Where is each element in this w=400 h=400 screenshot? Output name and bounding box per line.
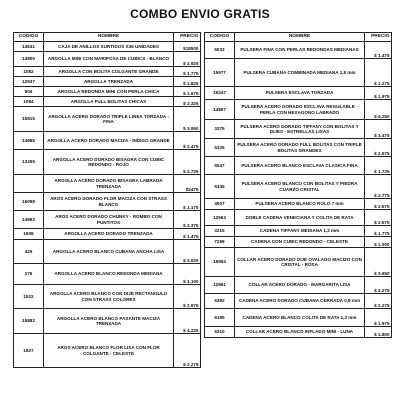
- product-price: $ 2.925: [174, 52, 201, 67]
- product-code: 15954: [205, 248, 235, 277]
- product-price: $ 4.225: [174, 309, 201, 334]
- table-row: [14, 67, 201, 77]
- product-price: $ 2.575: [365, 210, 392, 226]
- product-table-right: [204, 32, 392, 338]
- product-code: 1927: [14, 334, 44, 368]
- product-code: 14993: [14, 211, 44, 229]
- product-name: PULSERA ESCLAVA TORZADA: [235, 87, 365, 100]
- product-name: AROS ACERO DORADO FLOR MACIZA CON STRASS BLANCO: [44, 193, 174, 211]
- product-code: 16247: [205, 87, 235, 100]
- table-row: [14, 97, 201, 107]
- product-price: $ 2.975: [174, 285, 201, 309]
- product-price: $ 3.950: [174, 107, 201, 132]
- product-code: 4507: [205, 199, 235, 210]
- table-row: [14, 264, 201, 285]
- table-row: [14, 211, 201, 229]
- table-row: [14, 229, 201, 240]
- product-code: 1608: [14, 229, 44, 240]
- product-name: ARGOLLA REDONDA MINI CON PERLA CHICA: [44, 87, 174, 97]
- product-code: 7299: [205, 237, 235, 248]
- product-price: $ 1.100: [174, 264, 201, 285]
- product-code: 3375: [205, 120, 235, 139]
- column-header-code: CODIGO: [205, 33, 235, 42]
- table-row: [205, 294, 392, 309]
- table-row: [14, 334, 201, 368]
- table-row: [205, 248, 392, 277]
- table-row: [14, 285, 201, 309]
- table-row: [205, 210, 392, 226]
- product-code: 5547: [205, 157, 235, 175]
- page-title: COMBO ENVIO GRATIS: [130, 7, 270, 21]
- product-price: $ 4.250: [365, 100, 392, 120]
- product-price: $ 2.275: [365, 277, 392, 294]
- product-name: CADENA ACERO DORADO CUBANA CERRADA 0,8 mm: [235, 294, 365, 309]
- product-code: 3215: [205, 226, 235, 237]
- table-row: [205, 175, 392, 199]
- table-row: [14, 107, 201, 132]
- product-code: 15882: [14, 309, 44, 334]
- table-row: [205, 277, 392, 294]
- product-code: 15977: [205, 59, 235, 87]
- product-price: $ 1.175: [174, 193, 201, 211]
- table-row: [205, 59, 392, 87]
- product-name: ARGOLLA ACERO DORADO BISAGRA CON CUBIC REDONDO - ROJO: [44, 150, 174, 175]
- product-code: 13255: [14, 150, 44, 175]
- product-code: 14631: [14, 42, 44, 52]
- product-name: CADENA TIFFANY MEDIANA 1,2 mm: [235, 226, 365, 237]
- product-price: $ 2.275: [174, 334, 201, 368]
- product-name: ARGOLLA TRENZADA: [44, 77, 174, 87]
- table-row: [14, 132, 201, 150]
- table-row: [14, 77, 201, 87]
- product-code: 904: [14, 87, 44, 97]
- table-row: [205, 327, 392, 338]
- table-row: [205, 309, 392, 327]
- product-price: $ 1.975: [365, 309, 392, 327]
- column-header-price: PRECIO: [365, 33, 392, 42]
- product-name: ARGOLLA ACERO DORADO TRIPLE LINEA TORZADA - FINA: [44, 107, 174, 132]
- product-code: 6310: [205, 327, 235, 338]
- table-row: [14, 150, 201, 175]
- table-row: [14, 87, 201, 97]
- product-name: CAJA DE ANILLOS SURTIDOS X36 UNIDADES: [44, 42, 174, 52]
- product-code: 16098: [14, 193, 44, 211]
- product-code: 1084: [14, 97, 44, 107]
- product-name: CADENA ACERO BLANCO COLITA DE RATA 1,2 mm: [235, 309, 365, 327]
- product-code: 276: [14, 264, 44, 285]
- product-price: $ 2.725: [174, 150, 201, 175]
- product-price: $ 1.725: [365, 157, 392, 175]
- product-name: PULSERA ACERO DORADO ESCLAVA REGULABLE - PERLA CON HEXAGONO LABRADO: [235, 100, 365, 120]
- product-code: 5325: [205, 139, 235, 157]
- table-row: [205, 120, 392, 139]
- product-code: 6392: [205, 294, 235, 309]
- product-name: ARGOLLA ACERO BLANCO PASANTE MACIZA TRENZADA: [44, 309, 174, 334]
- product-table-left: [13, 32, 201, 368]
- product-name: PULSERA ACERO BLANCO ROLO 7 mm: [235, 199, 365, 210]
- product-code: [14, 175, 44, 193]
- product-price: $ 1.475: [365, 42, 392, 59]
- product-code: 1522: [14, 285, 44, 309]
- table-row: [205, 226, 392, 237]
- product-name: PULSERA FINA CON PERLAS REDONDAS MEDIANAS: [235, 42, 365, 59]
- product-price: $ 1.975: [365, 87, 392, 100]
- product-name: ARGOLLA ACERO BLANCO CON DIJE RECTANGULO CON STRASS COLORES: [44, 285, 174, 309]
- product-code: 12937: [14, 77, 44, 87]
- product-price: $18500: [174, 42, 201, 52]
- product-name: AROS ACERO BLANCO FLOR LISA CON FLOR COLGANTE - CELESTE: [44, 334, 174, 368]
- table-header-row: [14, 33, 201, 42]
- product-code: 12961: [205, 277, 235, 294]
- table-row: [14, 52, 201, 67]
- product-name: ARGOLLA CON BOLITA COLGANTE GRANDE: [44, 67, 174, 77]
- product-price: $ 3.475: [365, 120, 392, 139]
- product-name: ARGOLLA ACERO BLANCO CUBANA ANCHA LISA: [44, 240, 174, 264]
- product-code: 5033: [205, 42, 235, 59]
- product-name: CADENA CON CUBIC REDONDO - CELESTE: [235, 237, 365, 248]
- product-code: 5345: [205, 175, 235, 199]
- product-code: 425: [14, 240, 44, 264]
- product-price: $ 2.575: [365, 199, 392, 210]
- product-price: $ 2.325: [174, 97, 201, 107]
- product-price: $ 1.500: [365, 237, 392, 248]
- table-row: [205, 87, 392, 100]
- product-price: $ 1.775: [174, 67, 201, 77]
- product-name: COLLAR ACERO DORADO DIJE OVALADO MACIZO CON CRISTAL - ROSA: [235, 248, 365, 277]
- table-row: [205, 237, 392, 248]
- product-price: $ 3.625: [174, 240, 201, 264]
- product-price: $ 1.775: [365, 226, 392, 237]
- column-header-price: PRECIO: [174, 33, 201, 42]
- column-header-name: NOMBRE: [235, 33, 365, 42]
- product-price: $2475: [174, 175, 201, 193]
- product-price: $ 1.800: [365, 327, 392, 338]
- product-price: $ 1.475: [174, 229, 201, 240]
- product-code: 14867: [205, 100, 235, 120]
- product-code: 15815: [14, 107, 44, 132]
- product-name: DOBLE CADENA VENECIANA Y COLITA DE RATA: [235, 210, 365, 226]
- column-header-code: CODIGO: [14, 33, 44, 42]
- product-code: 6195: [205, 309, 235, 327]
- table-row: [205, 157, 392, 175]
- product-code: 1082: [14, 67, 44, 77]
- product-price: $ 2.475: [174, 132, 201, 150]
- table-row: [14, 175, 201, 193]
- product-name: PULSERA ACERO DORADO TIFFANY CON BOLITAS Y DIJES - ESTRELLAS LISAS: [235, 120, 365, 139]
- table-row: [14, 42, 201, 52]
- product-price: $ 2.275: [365, 294, 392, 309]
- product-code: 12563: [205, 210, 235, 226]
- product-name: PULSERA CUBANA COMBINADA MEDIANA 1,8 mm: [235, 59, 365, 87]
- product-price: $ 2.775: [365, 175, 392, 199]
- table-row: [205, 139, 392, 157]
- table-row: [205, 199, 392, 210]
- product-name: AROS ACERO DORADO CHUNKY - ROMBO CON PUNTITOS: [44, 211, 174, 229]
- product-code: 14985: [14, 132, 44, 150]
- table-row: [14, 240, 201, 264]
- product-name: COLLAR ACERO BLANCO INFLADO MINI - LUNA: [235, 327, 365, 338]
- table-row: [14, 309, 201, 334]
- product-code: 13800: [14, 52, 44, 67]
- product-name: ARGOLLA ACERO DORADO BISAGRA LABRADA TRENZADA: [44, 175, 174, 193]
- table-row: [205, 100, 392, 120]
- product-price: $ 1.825: [174, 77, 201, 87]
- product-name: ARGOLLA MINI CON MARIPOSA DE CUBICS - BLANCO: [44, 52, 174, 67]
- column-header-name: NOMBRE: [44, 33, 174, 42]
- product-name: PULSERA ACERO DORADO FULL BOLITAS CON TRIPLE BOLITAS GRANDES: [235, 139, 365, 157]
- product-price: $ 2.375: [174, 211, 201, 229]
- table-row: [205, 42, 392, 59]
- product-price: $ 1.675: [174, 87, 201, 97]
- product-name: ARGOLLA FULL BOLITAS CHICAS: [44, 97, 174, 107]
- product-name: ARGOLLA ACERO BLANCO REDONDA MEDIANA: [44, 264, 174, 285]
- product-name: COLLAR ACERO DORADO - MARGARITA LISA: [235, 277, 365, 294]
- product-price: $ 1.275: [365, 59, 392, 87]
- table-row: [14, 193, 201, 211]
- product-name: PULSERA ACERO BLANCO ESCLAVA CLASICA FINA: [235, 157, 365, 175]
- product-name: PULSERA ACERO BLANCO CON BOLITAS Y PIEDRA CUARZO CRISTAL: [235, 175, 365, 199]
- table-header-row: [205, 33, 392, 42]
- product-name: ARGOLLA ACERO DORADO TRENZADA: [44, 229, 174, 240]
- product-price: $ 3.650: [365, 248, 392, 277]
- product-price: $ 2.575: [365, 139, 392, 157]
- product-name: ARGOLLA ACERO DORADO MACIZA - INDIGO GRANDE: [44, 132, 174, 150]
